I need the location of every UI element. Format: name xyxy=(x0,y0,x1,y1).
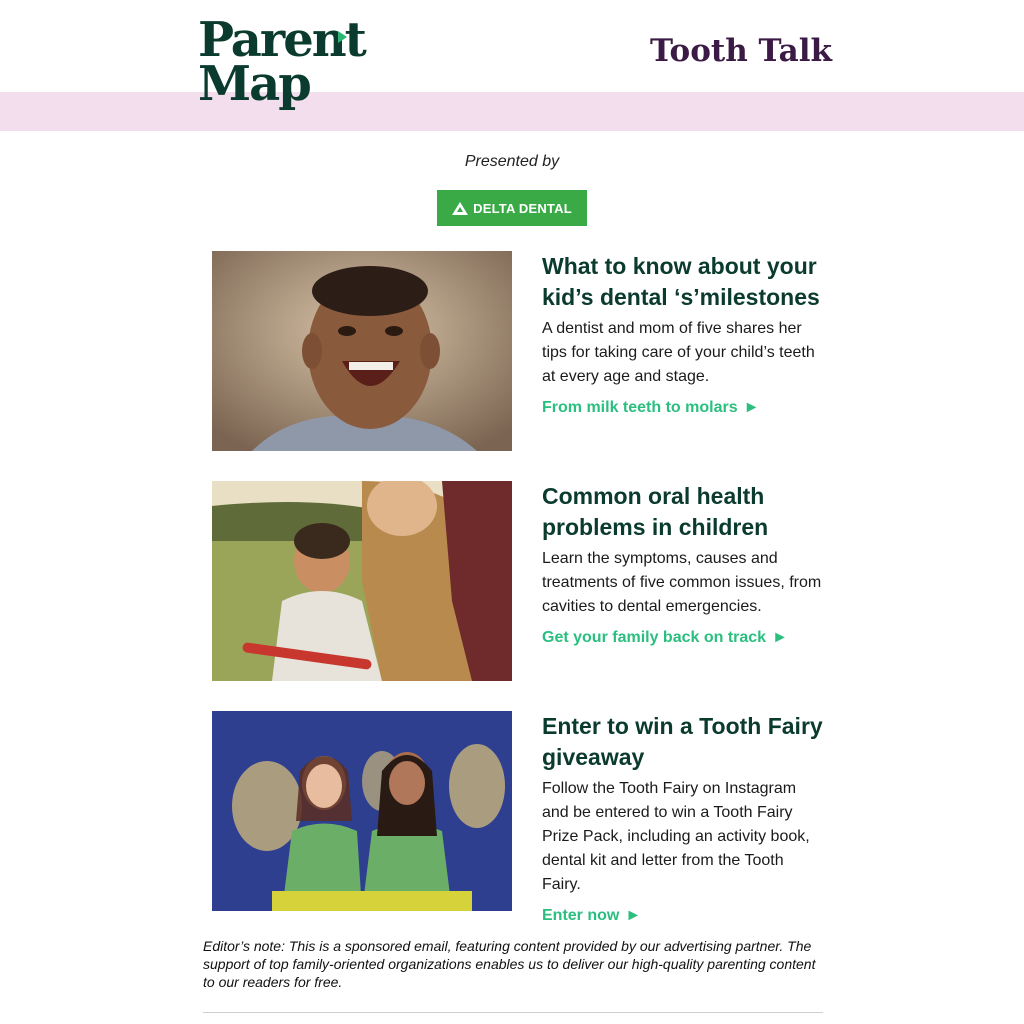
header-band xyxy=(0,92,1024,131)
divider xyxy=(203,1012,823,1013)
cta-family-link[interactable] xyxy=(542,629,788,647)
article-title[interactable]: Enter to win a Tooth Fairy giveaway xyxy=(542,713,823,770)
cta-label: Get your family back on track xyxy=(542,629,767,646)
article-body: Follow the Tooth Fairy on Instagram and be entered to win a Tooth Fairy Prize Pack, including an activity book, dental kit and letter from the Tooth Fairy. xyxy=(542,780,810,893)
header xyxy=(0,0,1024,92)
sponsor-name: DELTA DENTAL xyxy=(473,200,572,216)
article-title[interactable]: What to know about your kid’s dental ‘s’milestones xyxy=(542,253,820,310)
play-arrow-icon: ► xyxy=(625,907,642,924)
logo-line2: Map xyxy=(198,56,310,113)
article-text xyxy=(542,711,824,925)
cta-enter-now-link[interactable] xyxy=(542,907,641,925)
article-body: Learn the symptoms, causes and treatments of five common issues, from cavities to dental emergencies. xyxy=(542,550,822,615)
cta-label: From milk teeth to molars xyxy=(542,399,738,416)
article-text xyxy=(542,481,824,647)
editors-note: Editor’s note: This is a sponsored email, featuring content provided by our advertising partner. The support of top family-oriented organizations enables us to deliver our high-quality parenting content to our readers for free. xyxy=(203,938,816,990)
article-text xyxy=(542,251,824,417)
play-arrow-icon: ► xyxy=(772,629,788,646)
newsletter-title: Tooth Talk xyxy=(650,33,832,69)
logo-line1: Parent xyxy=(198,12,365,68)
article-image-tooth-fairies[interactable] xyxy=(212,711,512,911)
article-image-boy[interactable] xyxy=(212,251,512,451)
delta-dental-icon xyxy=(452,202,468,215)
cta-label: Enter now xyxy=(542,907,620,924)
article-image-mom-toddler[interactable] xyxy=(212,481,512,681)
play-arrow-icon: ► xyxy=(743,399,760,416)
article-body: A dentist and mom of five shares her tips for taking care of your child’s teeth at every age and stage. xyxy=(542,320,815,385)
article-title[interactable]: Common oral health problems in children xyxy=(542,483,769,540)
cta-milk-teeth-link[interactable] xyxy=(542,399,759,417)
presented-by: Presented by xyxy=(464,153,560,170)
logo-triangle-icon xyxy=(338,31,347,43)
sponsor-logo[interactable] xyxy=(437,190,587,226)
parentmap-logo[interactable] xyxy=(198,12,365,113)
